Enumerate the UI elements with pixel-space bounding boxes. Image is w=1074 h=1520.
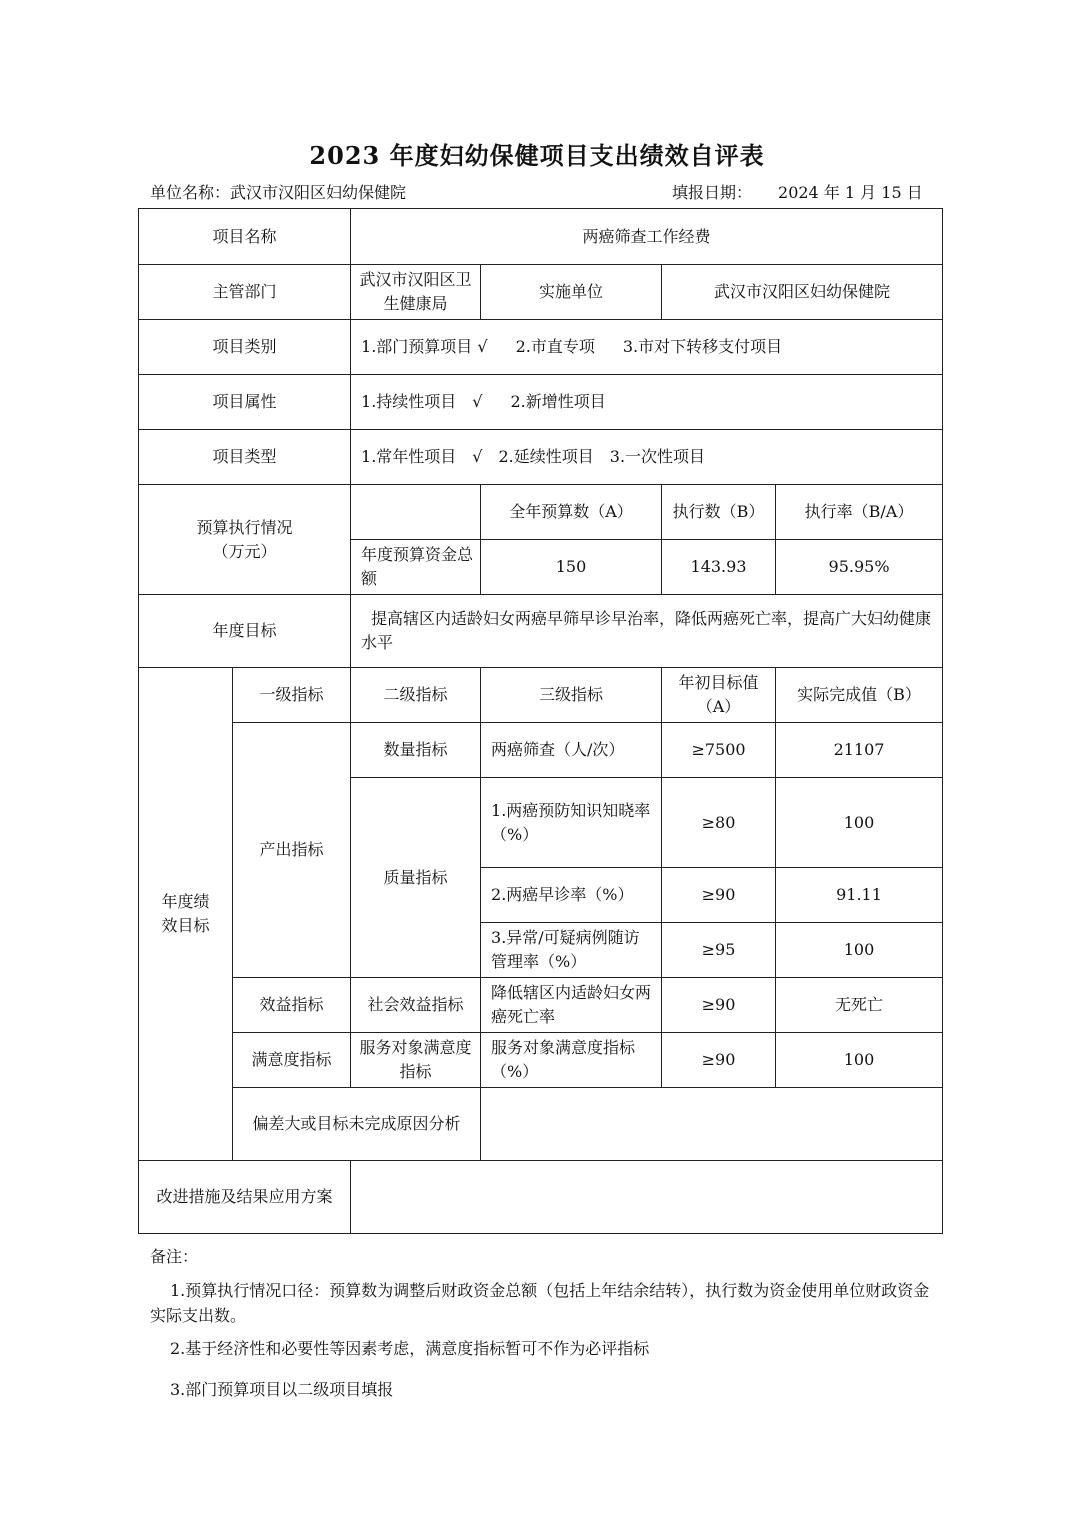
indicator-target: ≥90 (662, 1033, 776, 1088)
fill-date-label: 填报日期： (672, 183, 753, 202)
budget-a: 150 (481, 540, 662, 595)
unit-name: 单位名称：武汉市汉阳区妇幼保健院 (150, 183, 407, 202)
header-level1: 一级指标 (233, 668, 351, 723)
indicator-target: ≥80 (662, 778, 776, 868)
header-actual: 实际完成值（B） (776, 668, 943, 723)
dept-label: 主管部门 (139, 265, 351, 320)
header-target: 年初目标值（A） (662, 668, 776, 723)
indicator-actual: 100 (776, 1033, 943, 1088)
type-label: 项目类型 (139, 430, 351, 485)
fill-date (672, 180, 923, 203)
indicator-target: ≥95 (662, 923, 776, 978)
attr-label: 项目属性 (139, 375, 351, 430)
indicator-l3: 两癌筛查（人/次） (481, 723, 662, 778)
budget-row-label: 年度预算资金总额 (351, 540, 481, 595)
note-2: 2.基于经济性和必要性等因素考虑，满意度指标暂可不作为必评指标 (170, 1339, 650, 1358)
attr-option-1: 1.持续性项目 √ (361, 392, 483, 411)
qty-label: 数量指标 (351, 723, 481, 778)
impl: 武汉市汉阳区妇幼保健院 (662, 265, 943, 320)
indicator-target: ≥7500 (662, 723, 776, 778)
category-option-2: 2.市直专项 (515, 337, 595, 356)
indicator-target: ≥90 (662, 978, 776, 1033)
type-options (351, 430, 943, 485)
category-label: 项目类别 (139, 320, 351, 375)
header-level2: 二级指标 (351, 668, 481, 723)
indicator-actual: 100 (776, 778, 943, 868)
indicator-l3: 1.两癌预防知识知晓率（%） (481, 778, 662, 868)
attr-options (351, 375, 943, 430)
budget-label (139, 485, 351, 595)
budget-label-line1: 预算执行情况 (196, 517, 293, 537)
category-option-1: 1.部门预算项目 √ (361, 337, 488, 356)
indicator-l3: 服务对象满意度指标（%） (481, 1033, 662, 1088)
budget-label-line2: （万元） (212, 541, 277, 561)
indicator-actual: 91.11 (776, 868, 943, 923)
attr-option-2: 2.新增性项目 (510, 392, 606, 411)
quality-label: 质量指标 (351, 778, 481, 978)
note-3: 3.部门预算项目以二级项目填报 (170, 1380, 394, 1399)
evaluation-table (138, 208, 943, 1234)
indicator-target: ≥90 (662, 868, 776, 923)
improve-label: 改进措施及结果应用方案 (139, 1161, 351, 1234)
note-1: 1.预算执行情况口径：预算数为调整后财政资金总额（包括上年结余结转），执行数为资金使用单位财政资金实际支出数。 (150, 1281, 930, 1325)
type-option-1: 1.常年性项目 √ (361, 447, 483, 466)
page-title: 2023 年度妇幼保健项目支出绩效自评表 (309, 141, 765, 170)
budget-head-rate: 执行率（B/A） (776, 485, 943, 540)
satis-l2: 服务对象满意度指标 (351, 1033, 481, 1088)
notes-heading: 备注： (150, 1247, 199, 1266)
category-option-3: 3.市对下转移支付项目 (622, 337, 783, 356)
indicator-l3: 降低辖区内适龄妇女两癌死亡率 (481, 978, 662, 1033)
impl-label: 实施单位 (481, 265, 662, 320)
output-label: 产出指标 (233, 723, 351, 978)
header-level3: 三级指标 (481, 668, 662, 723)
project-name: 两癌筛查工作经费 (351, 209, 943, 265)
improve-value (351, 1161, 943, 1234)
indicator-l3: 2.两癌早诊率（%） (481, 868, 662, 923)
type-option-3: 3.一次性项目 (609, 447, 706, 466)
goal-text: 提高辖区内适龄妇女两癌早筛早诊早治率，降低两癌死亡率，提高广大妇幼健康水平 (351, 595, 943, 668)
goal-label: 年度目标 (139, 595, 351, 668)
budget-b: 143.93 (662, 540, 776, 595)
category-options (351, 320, 943, 375)
indicator-actual: 无死亡 (776, 978, 943, 1033)
dept: 武汉市汉阳区卫生健康局 (351, 265, 481, 320)
benefit-label: 效益指标 (233, 978, 351, 1033)
fill-date-value: 2024 年 1 月 15 日 (778, 183, 923, 202)
budget-rate: 95.95% (776, 540, 943, 595)
budget-head-b: 执行数（B） (662, 485, 776, 540)
indicator-actual: 21107 (776, 723, 943, 778)
project-name-label: 项目名称 (139, 209, 351, 265)
perf-label: 年度绩效目标 (139, 668, 233, 1161)
indicator-actual: 100 (776, 923, 943, 978)
type-option-2: 2.延续性项目 (498, 447, 594, 466)
budget-head-a: 全年预算数（A） (481, 485, 662, 540)
deviation-value (481, 1088, 943, 1161)
budget-blank-cell (351, 485, 481, 540)
satis-label: 满意度指标 (233, 1033, 351, 1088)
indicator-l3: 3.异常/可疑病例随访管理率（%） (481, 923, 662, 978)
deviation-label: 偏差大或目标未完成原因分析 (233, 1088, 481, 1161)
social-label: 社会效益指标 (351, 978, 481, 1033)
